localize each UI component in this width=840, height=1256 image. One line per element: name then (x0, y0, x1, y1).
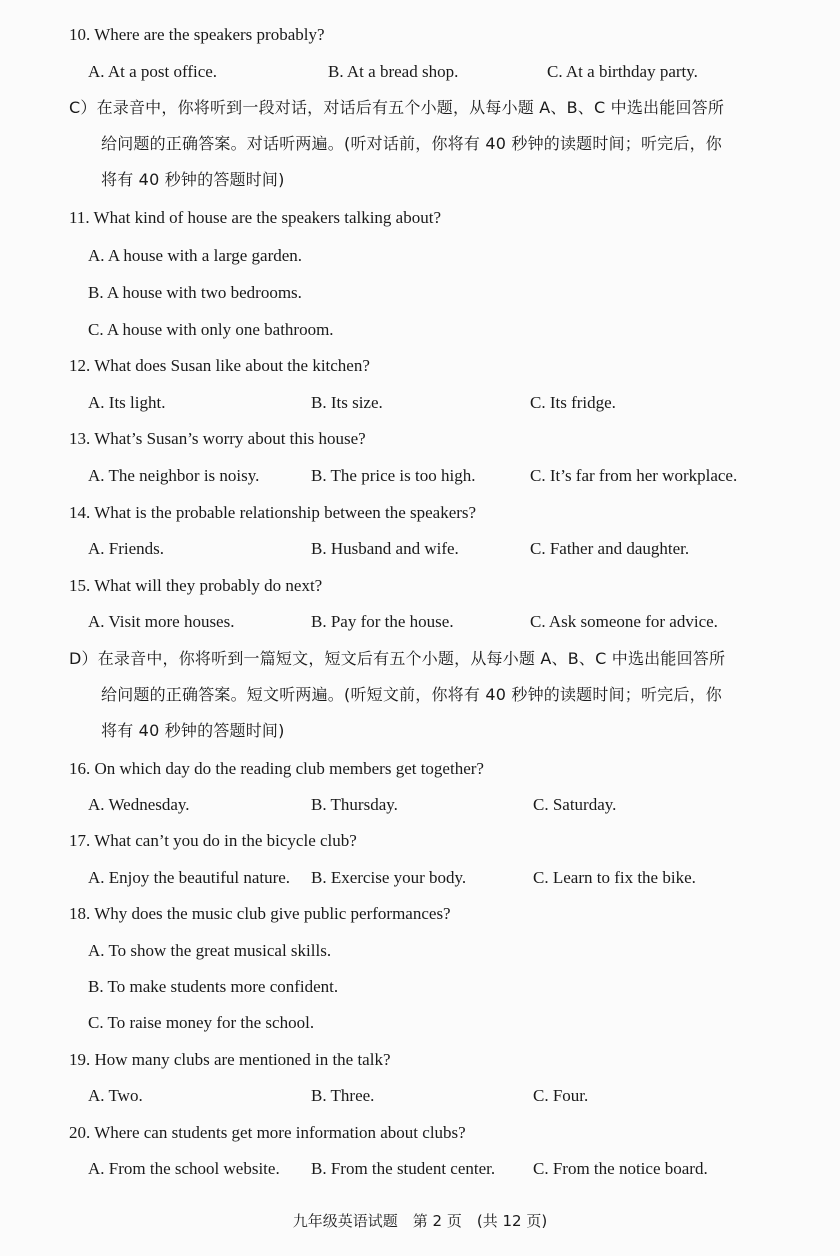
q14-stem: 14. What is the probable relationship between the speakers? (69, 503, 477, 522)
q19-option-b: B. Three. (311, 1086, 375, 1105)
q17-option-a: A. Enjoy the beautiful nature. (88, 868, 291, 887)
q15-option-b: B. Pay for the house. (311, 612, 454, 631)
q14-option-c: C. Father and daughter. (530, 539, 690, 558)
q14-option-a: A. Friends. (88, 539, 165, 558)
q19-stem: 19. How many clubs are mentioned in the talk? (69, 1050, 391, 1069)
q12-stem: 12. What does Susan like about the kitchen? (69, 356, 370, 375)
q20-option-a: A. From the school website. (88, 1159, 280, 1178)
q17-option-c: C. Learn to fix the bike. (533, 868, 696, 887)
q16-option-b: B. Thursday. (311, 795, 398, 814)
q16-stem: 16. On which day do the reading club members get together? (69, 759, 484, 778)
q10-stem: 10. Where are the speakers probably? (69, 25, 325, 44)
q12-option-c: C. Its fridge. (530, 393, 616, 412)
page-footer: 九年级英语试题 第 2 页 (共 12 页) (292, 1212, 548, 1230)
q20-stem: 20. Where can students get more information about clubs? (69, 1123, 466, 1142)
q11-stem: 11. What kind of house are the speakers talking about? (69, 208, 441, 227)
q17-option-b: B. Exercise your body. (311, 868, 467, 887)
q16-option-c: C. Saturday. (533, 795, 617, 814)
q15-option-c: C. Ask someone for advice. (530, 612, 718, 631)
q10-option-b: B. At a bread shop. (328, 62, 459, 81)
q19-option-c: C. Four. (533, 1086, 589, 1105)
q13-stem: 13. What’s Susan’s worry about this house? (69, 429, 366, 448)
q19-option-a: A. Two. (88, 1086, 143, 1105)
q14-option-b: B. Husband and wife. (311, 539, 459, 558)
q18-option-b: B. To make students more confident. (88, 977, 339, 996)
q18-option-a: A. To show the great musical skills. (88, 941, 332, 960)
q16-option-a: A. Wednesday. (88, 795, 190, 814)
q20-option-b: B. From the student center. (311, 1159, 496, 1178)
section-c-instruction-line1: C）在录音中，你将听到一段对话，对话后有五个小题，从每小题 A、B、C 中选出能回答所 (69, 98, 725, 117)
q18-option-c: C. To raise money for the school. (88, 1013, 315, 1032)
q11-option-a: A. A house with a large garden. (88, 246, 303, 265)
q18-stem: 18. Why does the music club give public performances? (69, 904, 451, 923)
q11-option-c: C. A house with only one bathroom. (88, 320, 334, 339)
section-d-instruction-line2: 给问题的正确答案。短文听两遍。(听短文前，你将有 40 秒钟的读题时间；听完后，你 (101, 685, 722, 704)
q13-option-b: B. The price is too high. (311, 466, 476, 485)
section-d-instruction-line3: 将有 40 秒钟的答题时间) (101, 721, 285, 740)
q13-option-a: A. The neighbor is noisy. (88, 466, 260, 485)
q17-stem: 17. What can’t you do in the bicycle club? (69, 831, 357, 850)
q15-stem: 15. What will they probably do next? (69, 576, 323, 595)
q20-option-c: C. From the notice board. (533, 1159, 708, 1178)
q10-option-c: C. At a birthday party. (547, 62, 698, 81)
q12-option-a: A. Its light. (88, 393, 166, 412)
section-c-instruction-line2: 给问题的正确答案。对话听两遍。(听对话前，你将有 40 秒钟的读题时间；听完后，你 (101, 134, 722, 153)
q11-option-b: B. A house with two bedrooms. (88, 283, 302, 302)
section-d-instruction-line1: D）在录音中，你将听到一篇短文，短文后有五个小题，从每小题 A、B、C 中选出能回答所 (69, 649, 726, 668)
section-c-instruction-line3: 将有 40 秒钟的答题时间) (101, 170, 285, 189)
q12-option-b: B. Its size. (311, 393, 383, 412)
q10-option-a: A. At a post office. (88, 62, 218, 81)
q13-option-c: C. It’s far from her workplace. (530, 466, 738, 485)
q15-option-a: A. Visit more houses. (88, 612, 235, 631)
